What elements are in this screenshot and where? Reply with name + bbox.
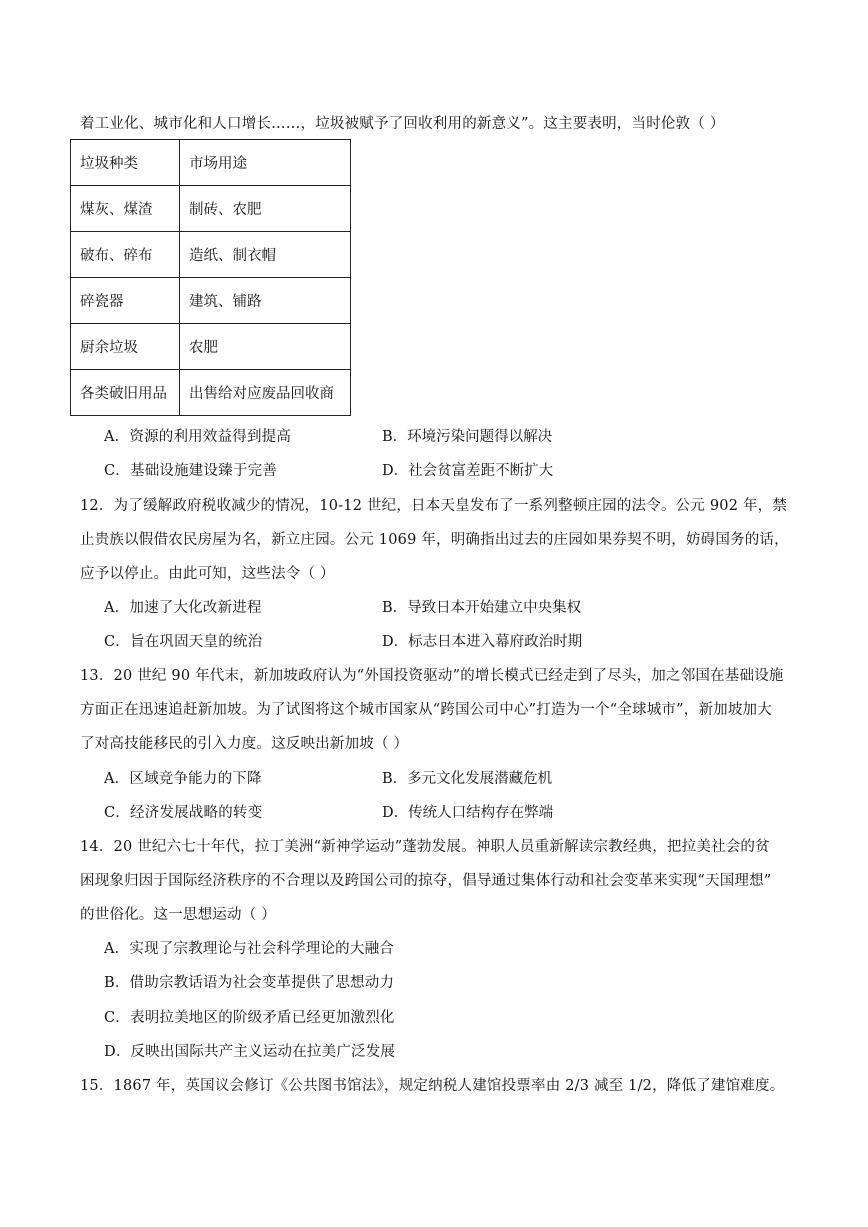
q13-option-b[interactable]: B．多元文化发展潜藏危机 [382,771,553,787]
garbage-usage-table [70,139,351,416]
table-cell: 农肥 [180,324,351,370]
q14-stem-line-3: 的世俗化。这一思想运动（ ） [80,907,276,923]
table-cell: 制砖、农肥 [180,186,351,232]
q12-option-a[interactable]: A．加速了大化改新进程 [104,600,262,616]
q14-stem-line-2: 困现象归因于国际经济秩序的不合理以及跨国公司的掠夺，倡导通过集体行动和社会变革来实现“天国理想” [80,873,772,889]
q12-option-b[interactable]: B．导致日本开始建立中央集权 [382,600,582,616]
table-row [71,278,351,324]
q11-option-a[interactable]: A．资源的利用效益得到提高 [104,429,292,445]
q14-option-b[interactable]: B．借助宗教话语为社会变革提供了思想动力 [104,975,395,991]
q14-stem-line-1: 14．20 世纪六七十年代，拉丁美洲“新神学运动”蓬勃发展。神职人员重新解读宗教经典，把拉美社会的贫 [80,839,770,855]
table-row [71,324,351,370]
table-row [71,370,351,416]
q13-option-d[interactable]: D．传统人口结构存在弊端 [382,805,554,821]
q11-option-d[interactable]: D．社会贫富差距不断扩大 [382,463,554,479]
table-cell: 厨余垃圾 [71,324,180,370]
table-row [71,232,351,278]
q14-option-d[interactable]: D．反映出国际共产主义运动在拉美广泛发展 [104,1044,396,1060]
table-cell: 建筑、铺路 [180,278,351,324]
q13-option-c[interactable]: C．经济发展战略的转变 [104,805,263,821]
q12-option-d[interactable]: D．标志日本进入幕府政治时期 [382,634,583,650]
table-cell: 煤灰、煤渣 [71,186,180,232]
q13-stem-line-2: 方面正在迅速追赶新加坡。为了试图将这个城市国家从“跨国公司中心”打造为一个“全球城市”，新加坡加大 [80,702,772,718]
q12-stem-line-2: 止贵族以假借农民房屋为名，新立庄园。公元 1069 年，明确指出过去的庄园如果券契不明，妨碍国务的话， [80,532,789,548]
q13-stem-line-1: 13．20 世纪 90 年代末，新加坡政府认为“外国投资驱动”的增长模式已经走到了尽头，加之邻国在基础设施 [80,668,784,684]
q14-option-c[interactable]: C．表明拉美地区的阶级矛盾已经更加激烈化 [104,1010,395,1026]
table-cell: 出售给对应废品回收商 [180,370,351,416]
table-header-row [71,140,351,186]
table-header-cell: 市场用途 [180,140,351,186]
table-row [71,186,351,232]
q13-option-a[interactable]: A．区域竞争能力的下降 [104,771,262,787]
table-cell: 各类破旧用品 [71,370,180,416]
q11-option-c[interactable]: C．基础设施建设臻于完善 [104,463,277,479]
q12-stem-line-3: 应予以停止。由此可知，这些法令（ ） [80,566,335,582]
q15-stem-line-1: 15．1867 年，英国议会修订《公共图书馆法》，规定纳税人建馆投票率由 2/3 减至 1/2，降低了建馆难度。 [80,1078,785,1094]
question-11-stem-end: 着工业化、城市化和人口增长……，垃圾被赋予了回收利用的新意义”。这主要表明，当时伦敦（ ） [80,116,725,132]
q13-stem-line-3: 了对高技能移民的引入力度。这反映出新加坡（ ） [80,736,409,752]
q14-option-a[interactable]: A．实现了宗教理论与社会科学理论的大融合 [104,941,394,957]
q11-option-b[interactable]: B．环境污染问题得以解决 [382,429,553,445]
table-cell: 碎瓷器 [71,278,180,324]
table-cell: 造纸、制衣帽 [180,232,351,278]
q12-stem-line-1: 12．为了缓解政府税收减少的情况，10-12 世纪，日本天皇发布了一系列整顿庄园的法令。公元 902 年，禁 [80,498,788,514]
q12-option-c[interactable]: C．旨在巩固天皇的统治 [104,634,263,650]
table-header-cell: 垃圾种类 [71,140,180,186]
table-cell: 破布、碎布 [71,232,180,278]
